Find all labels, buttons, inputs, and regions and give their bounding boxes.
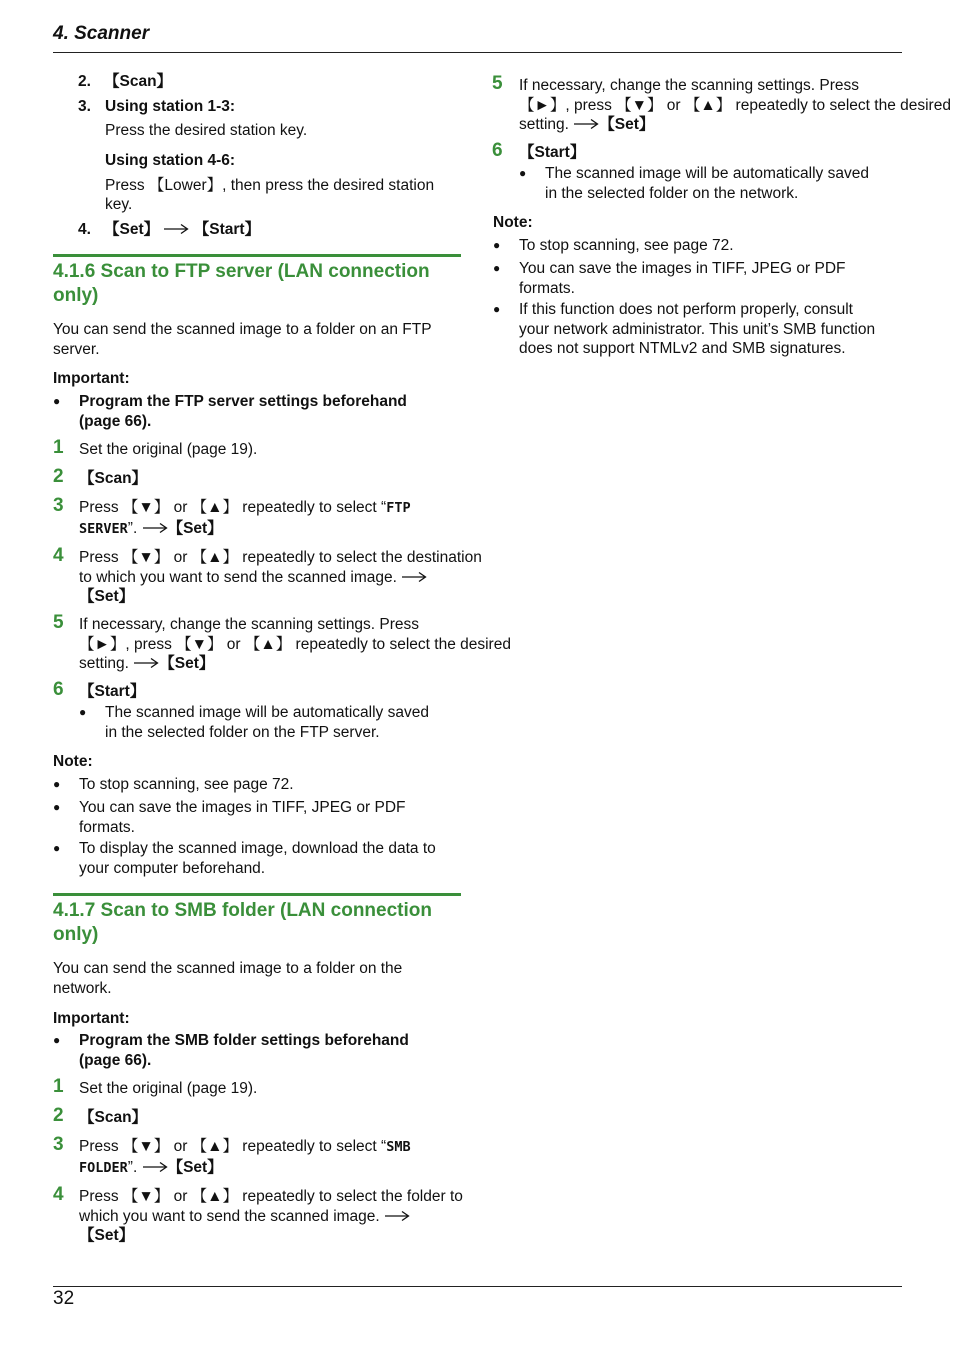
note-line: ● You can save the images in TIFF, JPEG or PDF (79, 799, 406, 816)
step-number: 2 (53, 466, 64, 487)
step-line: 【►】, press 【▼】 or 【▲】 repeatedly to select the desired (519, 96, 951, 114)
step-number: 1 (53, 437, 64, 458)
footer-rule (53, 1286, 902, 1287)
note-line: does not support NTMLv2 and SMB signatures. (519, 340, 846, 357)
section-heading (53, 899, 453, 947)
note-line: your network administrator. This unit’s SMB function (519, 320, 876, 338)
note-line: formats. (79, 818, 135, 836)
step-number: 3. (78, 98, 91, 115)
note-item (519, 259, 846, 298)
bullet-line: ● The scanned image will be automatically saved (105, 704, 429, 721)
step-number: 4 (53, 545, 64, 566)
substep-title: Using station 4-6: (105, 152, 236, 169)
bullet-line: ● The scanned image will be automatically saved (545, 165, 869, 182)
header-rule (53, 52, 902, 53)
step-number: 6 (492, 140, 503, 161)
step-number: 2 (53, 1105, 64, 1126)
arrow-right-icon (133, 657, 159, 669)
section-bar (53, 254, 461, 257)
section-intro (53, 320, 432, 359)
note-item (79, 798, 406, 837)
step-number: 5 (492, 73, 503, 94)
step-text: 【Start】 (519, 144, 586, 161)
important-line: ● Program the FTP server settings beforehand (79, 393, 407, 410)
set-key: 【Set】 (167, 1158, 223, 1176)
step-line: 【►】, press 【▼】 or 【▲】 repeatedly to select the desired (79, 635, 511, 653)
chapter-header: 4. Scanner (53, 23, 150, 44)
note-label: Note: (53, 753, 93, 770)
step-text: Set the original (page 19). (79, 1080, 258, 1097)
intro-line: You can send the scanned image to a folder on the (53, 960, 403, 977)
arrow-right-icon (401, 571, 427, 583)
step-text: Set the original (page 19). (79, 441, 258, 458)
note-line: ● To display the scanned image, download the data to (79, 840, 436, 857)
note-line: your computer beforehand. (79, 859, 266, 877)
substep-text: Press 【Lower】, then press the desired station (105, 177, 435, 194)
display-text: FTP (386, 500, 411, 516)
bullet-item (105, 703, 429, 742)
start-key: 【Start】 (193, 221, 261, 238)
display-text: FOLDER (79, 1159, 128, 1176)
substep-text: key. (105, 196, 133, 213)
note-label: Note: (493, 214, 533, 231)
arrow-right-icon (142, 1161, 168, 1173)
step-text (79, 1187, 463, 1246)
bullet-line: in the selected folder on the FTP server. (105, 723, 380, 741)
step-text (79, 548, 482, 607)
step-number: 4. (78, 221, 91, 238)
step-line: setting. (79, 655, 129, 672)
note-item (79, 839, 436, 878)
step-number: 5 (53, 612, 64, 633)
step-text (79, 1137, 411, 1178)
intro-line: server. (53, 340, 100, 358)
section-heading-line: 4.1.7 Scan to SMB folder (LAN connection (53, 900, 432, 921)
step-text (79, 498, 411, 539)
note-item (519, 300, 875, 359)
step-line: If necessary, change the scanning settings. Press (79, 616, 420, 633)
note-line: formats. (519, 279, 575, 297)
scan-key: 【Scan】 (104, 73, 173, 90)
step-text: 【Scan】 (79, 470, 148, 487)
step-number: 4 (53, 1184, 64, 1205)
set-key: 【Set】 (79, 1227, 135, 1244)
note-line: ● If this function does not perform properly, consult (519, 301, 853, 318)
arrow-right-icon (163, 223, 189, 235)
bullet-line: in the selected folder on the network. (545, 184, 799, 202)
step-line: Press 【▼】 or 【▲】 repeatedly to select the folder to (79, 1188, 463, 1205)
important-line: (page 66). (79, 412, 152, 430)
bullet-item (545, 164, 869, 203)
arrow-right-icon (384, 1210, 410, 1222)
note-item: ● To stop scanning, see page 72. (79, 775, 294, 795)
important-item (79, 392, 407, 431)
step-text-part: Press 【▼】 or 【▲】 repeatedly to select “ (79, 499, 387, 516)
step-text: 【Start】 (79, 683, 146, 700)
section-intro (53, 959, 402, 998)
arrow-right-icon (573, 118, 599, 130)
step-text-part: ”. (127, 519, 138, 537)
step-number: 1 (53, 1076, 64, 1097)
substep-title: Using station 1-3: (105, 98, 236, 115)
page-number: 32 (53, 1288, 75, 1309)
step-line: Press 【▼】 or 【▲】 repeatedly to select the destination (79, 549, 482, 566)
intro-line: You can send the scanned image to a folder on an FTP (53, 321, 432, 338)
note-line: ● You can save the images in TIFF, JPEG or PDF (519, 260, 846, 277)
section-bar (53, 893, 461, 896)
section-heading-line: 4.1.6 Scan to FTP server (LAN connection (53, 261, 430, 282)
important-label: Important: (53, 370, 130, 387)
important-line: ● Program the SMB folder settings beforehand (79, 1032, 409, 1049)
set-key: 【Set】 (104, 221, 160, 238)
step-line: setting. (519, 116, 569, 133)
important-line: (page 66). (79, 1051, 152, 1069)
important-item (79, 1031, 409, 1070)
section-heading-line: only) (53, 285, 99, 306)
display-text: SMB (386, 1139, 411, 1155)
section-heading-line: only) (53, 924, 99, 945)
step-text-part: ”. (127, 1158, 138, 1176)
step-text (79, 615, 511, 674)
step-line: which you want to send the scanned image. (79, 1207, 380, 1225)
display-text: SERVER (79, 520, 128, 537)
set-key: 【Set】 (599, 116, 655, 133)
step-text (519, 76, 951, 135)
step-number: 3 (53, 1134, 64, 1155)
section-heading (53, 260, 453, 308)
step-line: to which you want to send the scanned image. (79, 568, 397, 586)
important-label: Important: (53, 1010, 130, 1027)
set-key: 【Set】 (167, 519, 223, 537)
key-sequence (104, 220, 260, 240)
arrow-right-icon (142, 522, 168, 534)
note-item: ● To stop scanning, see page 72. (519, 236, 734, 256)
step-number: 6 (53, 679, 64, 700)
intro-line: network. (53, 979, 112, 997)
step-number: 3 (53, 495, 64, 516)
set-key: 【Set】 (79, 588, 135, 605)
step-text: 【Scan】 (79, 1109, 148, 1126)
substep-text: Press the desired station key. (105, 122, 308, 139)
set-key: 【Set】 (159, 655, 215, 672)
step-text-part: Press 【▼】 or 【▲】 repeatedly to select “ (79, 1138, 387, 1155)
step-line: If necessary, change the scanning settings. Press (519, 77, 860, 94)
step-number: 2. (78, 73, 91, 90)
